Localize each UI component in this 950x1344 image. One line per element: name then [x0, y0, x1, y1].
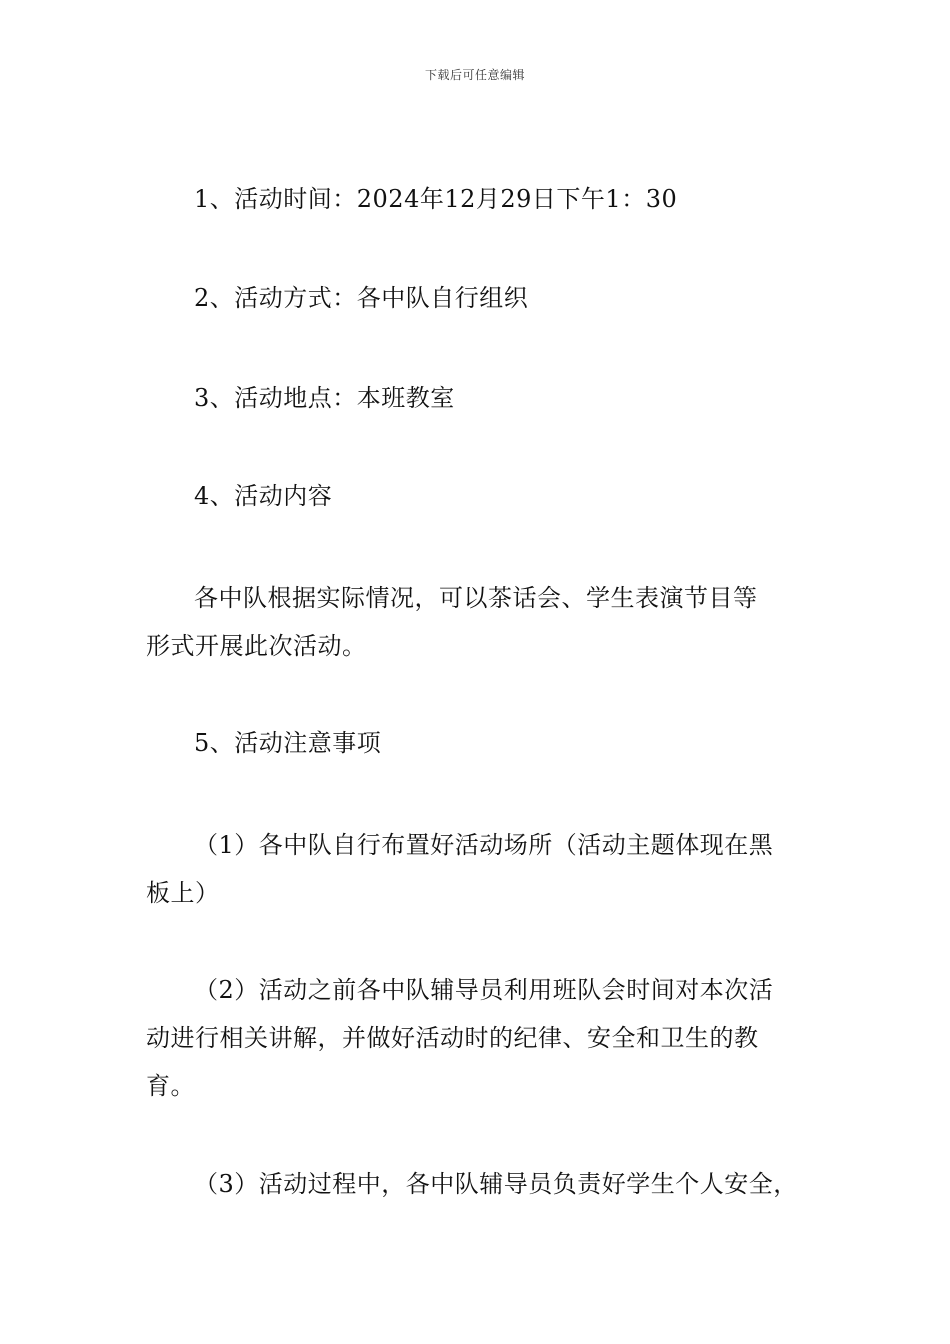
paragraph-note-2 [146, 966, 816, 1110]
paragraph-line: 4、活动内容 [194, 482, 333, 510]
paragraph-line: 2、活动方式：各中队自行组织 [194, 284, 529, 312]
paragraph-note-1 [146, 821, 816, 917]
paragraph-note-3 [146, 1160, 816, 1208]
paragraph-line: 5、活动注意事项 [194, 729, 382, 757]
paragraph-line: 育。 [146, 1072, 195, 1100]
paragraph-activity-location [146, 374, 816, 422]
paragraph-line: 板上） [146, 879, 220, 907]
paragraph-line: （2）活动之前各中队辅导员利用班队会时间对本次活 [194, 976, 774, 1004]
paragraph-line: 各中队根据实际情况，可以茶话会、学生表演节目等 [194, 584, 758, 612]
paragraph-activity-method [146, 274, 816, 322]
paragraph-line: （3）活动过程中，各中队辅导员负责好学生个人安全， [194, 1170, 798, 1198]
paragraph-line: 3、活动地点：本班教室 [194, 384, 455, 412]
page-header: 下载后可任意编辑 [424, 68, 525, 82]
paragraph-line: 形式开展此次活动。 [146, 632, 367, 660]
paragraph-line: （1）各中队自行布置好活动场所（活动主题体现在黑 [194, 831, 774, 859]
paragraph-line: 1、活动时间：2024年12月29日下午1：30 [194, 185, 678, 213]
paragraph-activity-time [146, 175, 816, 223]
paragraph-notes-heading [146, 719, 816, 767]
paragraph-activity-content [146, 574, 816, 670]
paragraph-line: 动进行相关讲解，并做好活动时的纪律、安全和卫生的教 [146, 1024, 759, 1052]
paragraph-activity-content-heading [146, 472, 816, 520]
